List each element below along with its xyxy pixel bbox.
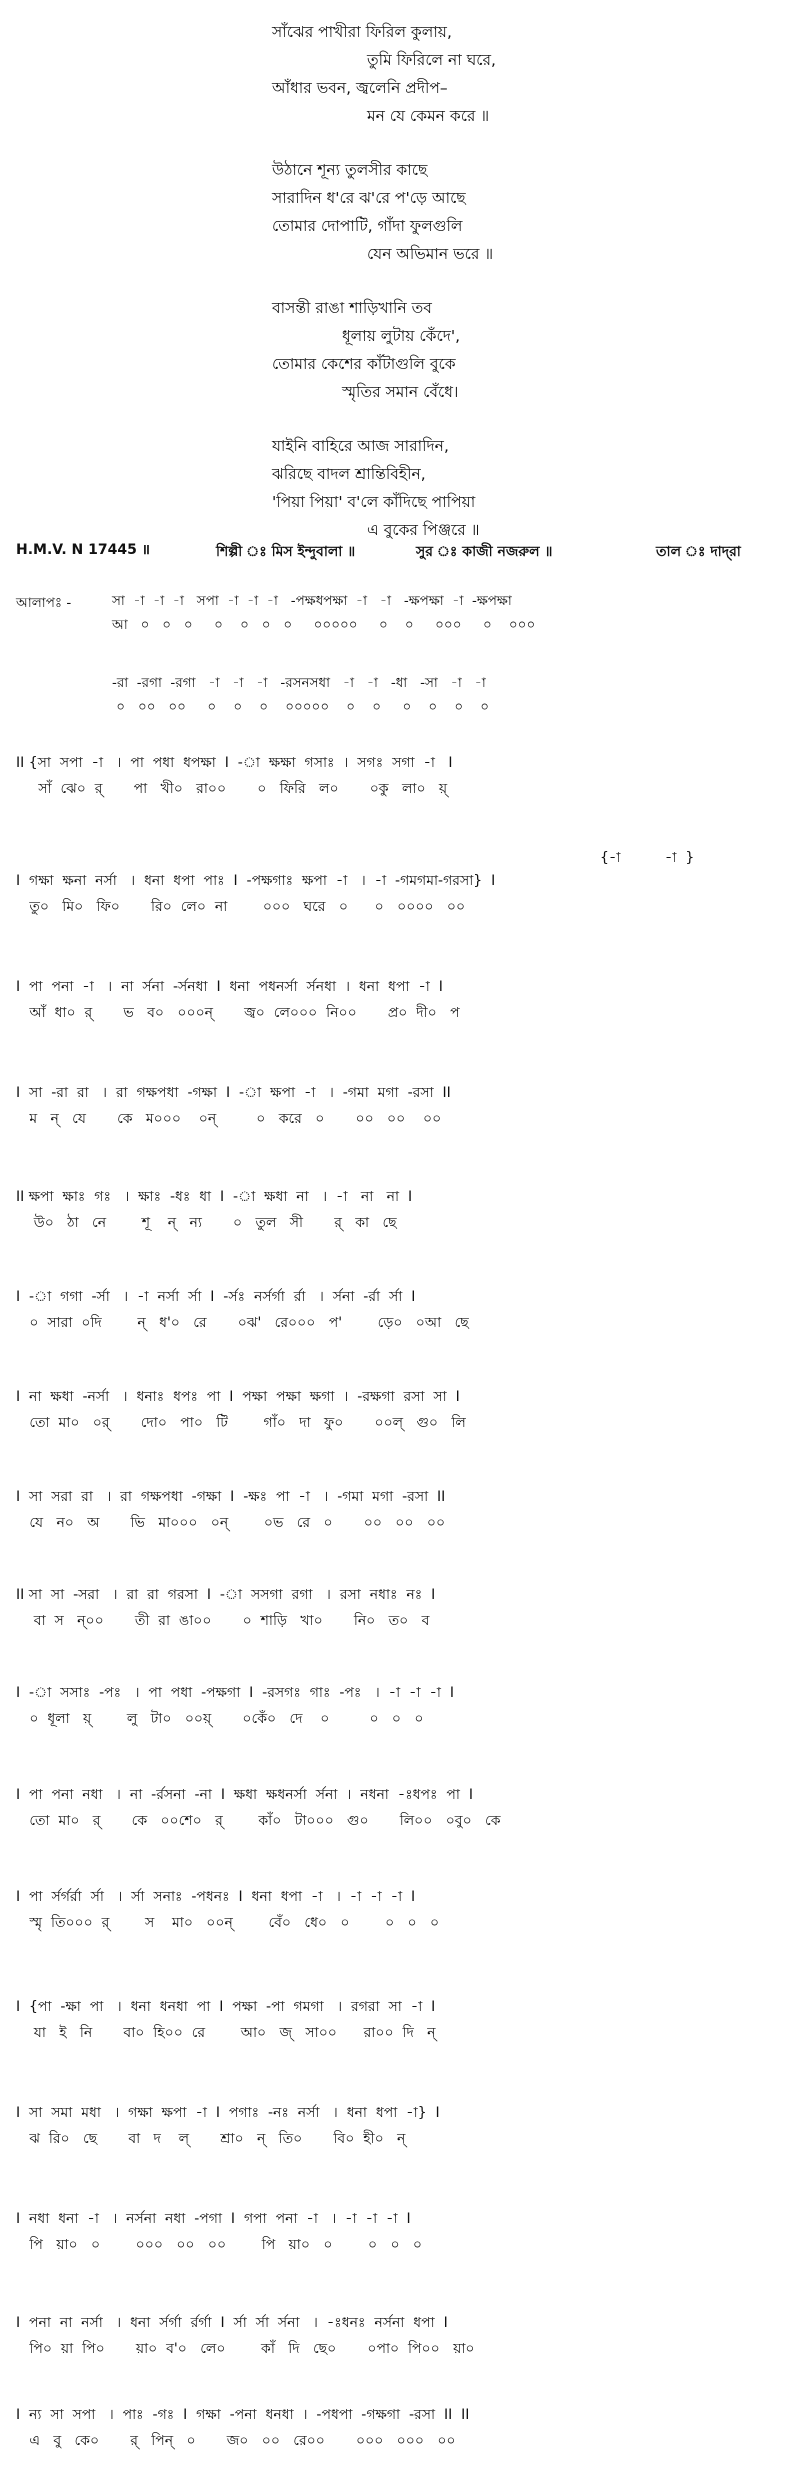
notation-row [16,1584,786,1648]
poem-line: ধূলায় লুটায় কেঁদে', [342,327,461,345]
swar-line: I {পা -ক্ষা পা । ধনা ধনধা পা I পক্ষা -পা গমগা । রগরা সা -া I [16,1999,436,2015]
swar-line: I -া সসাঃ -পঃ । পা পধা -পক্ষগা I -রসগঃ গাঃ -পঃ । -া -া -া I [16,1685,455,1701]
swar-line: I সা সমা মধা । গক্ষা ক্ষপা -া I পগাঃ -নঃ নর্সা । ধনা ধপা -া} I [16,2105,440,2121]
notation-row [16,2102,786,2166]
notation-row [16,1286,786,1350]
lyric-line: তু০ মি০ ফি০ রি০ লে০ না ০০০ ঘরে ০ ০ ০০০০ ০০ [16,899,466,915]
poem-line: যেন অভিমান ভরে ॥ [367,245,494,263]
lyric-line: বা স ন্০০ তী রা ঙা০০ ০ শাড়ি খা০ নি০ ত০ ব [16,1613,430,1629]
lyric-line: যে ন০ অ ভি মা০০০ ০ন্ ০ভ রে ০ ০০ ০০ ০০ [16,1515,446,1531]
notation-row [16,2208,786,2272]
stanza-2 [272,156,602,268]
lyric-line: ০ ধূলা য়্ লু টা০ ০০য়্ ০কেঁ০ দে ০ ০ ০ ০ [16,1711,424,1727]
alap-lyric-line: ০ ০০ ০০ ০ ০ ০ ০০০০০ ০ ০ ০ ০ ০ ০ [112,699,490,715]
notation-row [16,870,786,934]
lyric-line: তো মা০ র্ কে ০০শে০ র্ কাঁ০ টা০০০ গু০ লি০০ ০বু০ কে [16,1813,501,1829]
notation-row [16,1886,786,1950]
lyric-line: ম ন্ যে কে ম০০০ ০ন্ ০ করে ০ ০০ ০০ ০০ [16,1111,442,1127]
swar-line: I নধা ধনা -া । নর্সনা নধা -পগা I গপা পনা -া । -া -া -া I [16,2211,411,2227]
notation-row [16,1386,786,1450]
swar-line: I -া গগা -র্সা । -া নর্সা র্সা I -র্সঃ নর্সর্গা র্রা । র্সনা -র্রা র্সা I [16,1289,416,1305]
alap-swar-line: -রা -রগা -রগা -া -া -া -রসনসধা -া -া -ধা -সা -া -া [112,675,486,691]
swar-line: I পা পনা নধা । না -র্রসনা -না I ক্ষধা ক্ষধনর্সা র্সনা । নধনা -ঃধপঃ পা I [16,1787,473,1803]
lyric-line: আঁ ধা০ র্ ভ ব০ ০০০ন্ জ্ব০ লে০০০ নি০০ প্র০ দী০ প [16,1005,460,1021]
swar-line: I পনা না নর্সা । ধনা র্সর্গা র্রর্গা I র্সা র্সা র্সনা । -ঃধনঃ নর্সনা ধপা I [16,2315,448,2331]
notation-row [16,976,786,1040]
notation-row [16,1082,786,1146]
stanza-1 [272,18,602,130]
swar-line: II সা সা -সরা । রা রা গরসা I -া সসগা রগা । রসা নধাঃ নঃ I [16,1587,436,1603]
lyric-line: পি০ য়া পি০ য়া০ ব'০ লে০ কাঁ দি ছে০ ০পা০ পি০০ য়া০ [16,2341,475,2357]
lyric-line: স্মৃ তি০০০ র্ স মা০ ০০ন্ বেঁ০ ধে০ ০ ০ ০ ০ [16,1915,440,1931]
poem-line: সাঁঝের পাখীরা ফিরিল কুলায়, [272,23,452,41]
lyric-line: পি য়া০ ০ ০০০ ০০ ০০ পি য়া০ ০ ০ ০ ০ [16,2237,423,2253]
lyric-line: ঝ রি০ ছে বা দ ল্ শ্রা০ ন্ তি০ বি০ হী০ ন্ [16,2131,406,2147]
poem-line: উঠানে শূন্য তুলসীর কাছে [272,161,428,179]
notation-row [16,2404,786,2468]
lyric-line: উ০ ঠা নে শূ ন্ ন্য ০ তুল সী র্ কা ছে [16,1215,397,1231]
lyric-line: তো মা০ ০র্ দো০ পা০ টি গাঁ০ দা ফু০ ০০ল্ গু০ লি [16,1415,466,1431]
swar-line: I গক্ষা ক্ষনা নর্সা । ধনা ধপা পাঃ I -পক্ষগাঃ ক্ষপা -া । -া -গমগমা-গরসা} I [16,873,496,889]
lyric-line: ০ সারা ০দি ন্ ধ'০ রে ০ঝ' রে০০০ প' ড়ে০ ০আ ছে [16,1315,469,1331]
lyric-line: সাঁ ঝে০ র্ পা খী০ রা০০ ০ ফিরি ল০ ০কু লা০ য়্ [16,781,448,797]
swar-line: I পা র্সর্গর্রা র্সা । র্সা সনাঃ -পধনঃ I ধনা ধপা -া । -া -া -া I [16,1889,416,1905]
poem-line: যাইনি বাহিরে আজ সারাদিন, [272,437,449,455]
alap-swar-line: সা -া -া -া সপা -া -া -া -পক্ষধপক্ষা -া -া -ক্ষপক্ষা -া -ক্ষপক্ষা [112,593,512,609]
poem-line: বাসন্তী রাঙা শাড়িখানি তব [272,299,432,317]
repeat-bracket: {-া -া } [600,850,695,866]
poem-line: ঝরিছে বাদল শ্রান্তিবিহীন, [272,465,426,483]
stanza-3 [272,294,602,406]
alap-label: আলাপঃ - [16,595,72,611]
notation-row [16,1996,786,2060]
alap-lyric-line: আ ০ ০ ০ ০ ০ ০ ০ ০০০০০ ০ ০ ০০০ ০ ০০০ [112,617,536,633]
artist-credit: শিল্পী ঃ মিস ইন্দুবালা ॥ [216,544,356,560]
poem-line: এ বুকের পিঞ্জরে ॥ [367,521,480,539]
notation-row [16,1186,786,1250]
taal-label: তাল ঃ দাদ্‌রা [656,544,741,560]
record-number: H.M.V. N 17445 ॥ [16,542,151,558]
lyric-line: এ বু কে০ র্ পিন্ ০ জ০ ০০ রে০০ ০০০ ০০০ ০০ [16,2433,456,2449]
poem-line: সারাদিন ধ'রে ঝ'রে প'ড়ে আছে [272,189,466,207]
swar-line: I ন্য সা সপা । পাঃ -গঃ I গক্ষা -পনা ধনধা । -পধপা -গক্ষগা -রসা II II [16,2407,470,2423]
notation-row [16,752,786,816]
swar-line: I না ক্ষধা -নর্সা । ধনাঃ ধপঃ পা I পক্ষা পক্ষা ক্ষগা । -রক্ষগা রসা সা I [16,1389,460,1405]
composer-credit: সুর ঃ কাজী নজরুল ॥ [416,544,553,560]
poem-line: আঁধার ভবন, জ্বলেনি প্রদীপ– [272,79,448,97]
swar-line: II {সা সপা -া । পা পধা ধপক্ষা I -া ক্ষক্ষা গসাঃ । সগঃ সগা -া I [16,755,453,771]
poem-line: তোমার দোপাটি, গাঁদা ফুলগুলি [272,217,463,235]
swar-line: I সা সরা রা । রা গক্ষপধা -গক্ষা I -ক্ষঃ পা -া । -গমা মগা -রসা II [16,1489,446,1505]
poem-line: তুমি ফিরিলে না ঘরে, [367,51,496,69]
notation-row [16,1784,786,1848]
poem-line: তোমার কেশের কাঁটাগুলি বুকে [272,355,456,373]
swar-line: II ক্ষপা ক্ষাঃ গঃ । ক্ষাঃ -ধঃ ধা I -া ক্ষধা না । -া না না I [16,1189,413,1205]
poem-lyrics [272,18,602,570]
swar-line: I সা -রা রা । রা গক্ষপধা -গক্ষা I -া ক্ষপা -া । -গমা মগা -রসা II [16,1085,451,1101]
swar-line: I পা পনা -া । না র্সনা -র্সনধা I ধনা পধনর্সা র্সনধা । ধনা ধপা -া I [16,979,443,995]
poem-line: 'পিয়া পিয়া' ব'লে কাঁদিছে পাপিয়া [272,493,476,511]
notation-row [16,1486,786,1550]
poem-line: স্মৃতির সমান বেঁধে। [342,383,459,401]
stanza-4 [272,432,602,544]
notation-row [16,2312,786,2376]
lyric-line: যা ই নি বা০ হি০০ রে আ০ জ্ সা০০ রা০০ দি ন্ [16,2025,436,2041]
notation-row [16,1682,786,1746]
poem-line: মন যে কেমন করে ॥ [367,107,490,125]
record-info [16,540,786,566]
